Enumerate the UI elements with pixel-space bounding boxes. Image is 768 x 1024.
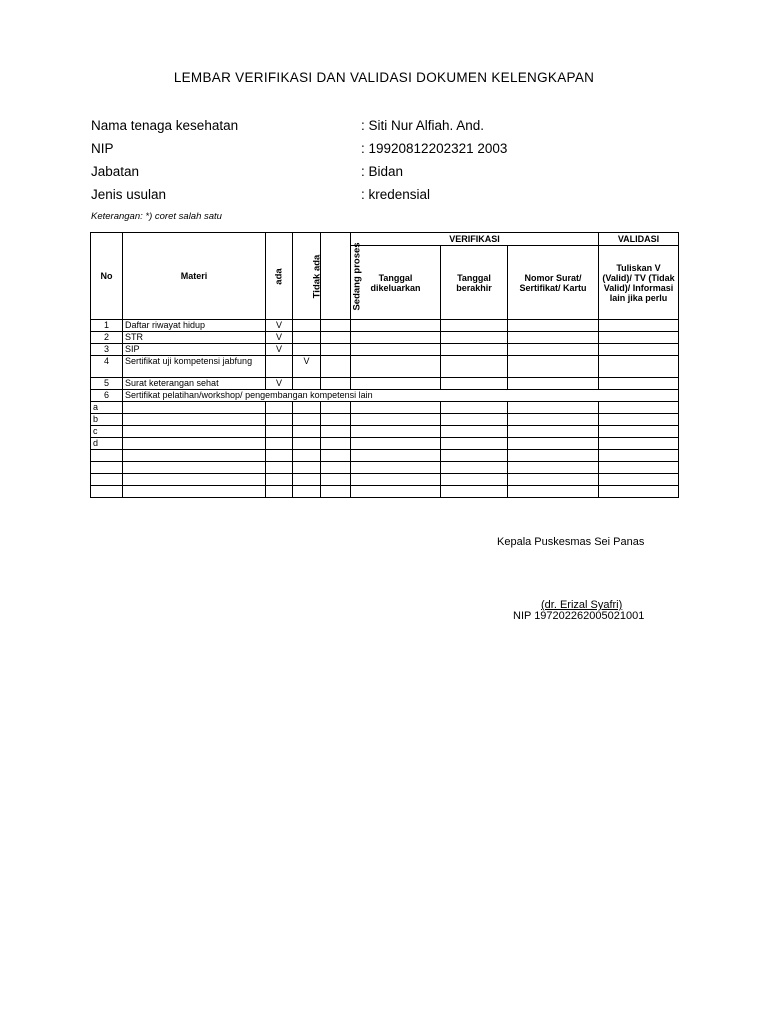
header-validasi-desc: Tuliskan V (Valid)/ TV (Tidak Valid)/ Informasi lain jika perlu bbox=[599, 246, 679, 320]
cell-no: 2 bbox=[91, 332, 123, 344]
cell-materi bbox=[123, 450, 266, 462]
header-ada-label: ada bbox=[273, 267, 285, 285]
cell-materi: SIP bbox=[123, 344, 266, 356]
header-nomor-surat: Nomor Surat/ Sertifikat/ Kartu bbox=[508, 246, 599, 320]
cell-tanggal-dikeluarkan bbox=[351, 332, 441, 344]
signature-title: Kepala Puskesmas Sei Panas bbox=[497, 536, 645, 548]
cell-sedang-proses bbox=[321, 438, 351, 450]
cell-materi bbox=[123, 426, 266, 438]
cell-no bbox=[91, 486, 123, 498]
cell-tanggal-dikeluarkan bbox=[351, 486, 441, 498]
table-row bbox=[91, 450, 679, 462]
cell-validasi bbox=[599, 450, 679, 462]
table-row bbox=[91, 462, 679, 474]
cell-tanggal-berakhir bbox=[441, 356, 508, 378]
cell-tidak-ada bbox=[293, 402, 321, 414]
cell-tanggal-dikeluarkan bbox=[351, 426, 441, 438]
cell-tanggal-dikeluarkan bbox=[351, 474, 441, 486]
cell-validasi bbox=[599, 426, 679, 438]
header-tanggal-dikeluarkan: Tanggal dikeluarkan bbox=[351, 246, 441, 320]
cell-tidak-ada bbox=[293, 426, 321, 438]
cell-tanggal-dikeluarkan bbox=[351, 356, 441, 378]
cell-materi bbox=[123, 486, 266, 498]
table-row bbox=[91, 332, 679, 344]
header-tidak-ada bbox=[293, 233, 321, 320]
cell-validasi bbox=[599, 402, 679, 414]
cell-tidak-ada bbox=[293, 462, 321, 474]
info-label: Nama tenaga kesehatan bbox=[91, 118, 239, 133]
cell-no: c bbox=[91, 426, 123, 438]
cell-validasi bbox=[599, 474, 679, 486]
cell-ada: V bbox=[266, 332, 293, 344]
cell-ada: V bbox=[266, 344, 293, 356]
cell-sedang-proses bbox=[321, 332, 351, 344]
cell-ada bbox=[266, 356, 293, 378]
table-row bbox=[91, 438, 679, 450]
table-row bbox=[91, 356, 679, 378]
cell-tidak-ada bbox=[293, 320, 321, 332]
cell-tidak-ada bbox=[293, 474, 321, 486]
cell-sedang-proses bbox=[321, 356, 351, 378]
cell-validasi bbox=[599, 356, 679, 378]
cell-validasi bbox=[599, 344, 679, 356]
cell-tanggal-berakhir bbox=[441, 344, 508, 356]
cell-nomor-surat bbox=[508, 320, 599, 332]
cell-nomor-surat bbox=[508, 414, 599, 426]
cell-tanggal-dikeluarkan bbox=[351, 438, 441, 450]
table-row bbox=[91, 402, 679, 414]
info-label: NIP bbox=[91, 141, 114, 156]
table-row bbox=[91, 378, 679, 390]
cell-validasi bbox=[599, 320, 679, 332]
cell-materi: STR bbox=[123, 332, 266, 344]
header-tanggal-berakhir: Tanggal berakhir bbox=[441, 246, 508, 320]
cell-no: 6 bbox=[91, 390, 123, 402]
info-value: : kredensial bbox=[361, 187, 431, 202]
table-row bbox=[91, 390, 679, 402]
cell-tidak-ada bbox=[293, 438, 321, 450]
cell-validasi bbox=[599, 438, 679, 450]
cell-tanggal-berakhir bbox=[441, 438, 508, 450]
cell-no bbox=[91, 474, 123, 486]
cell-nomor-surat bbox=[508, 450, 599, 462]
cell-validasi bbox=[599, 486, 679, 498]
cell-nomor-surat bbox=[508, 378, 599, 390]
cell-ada bbox=[266, 426, 293, 438]
cell-validasi bbox=[599, 332, 679, 344]
cell-nomor-surat bbox=[508, 462, 599, 474]
cell-validasi bbox=[599, 462, 679, 474]
cell-sedang-proses bbox=[321, 486, 351, 498]
cell-tanggal-berakhir bbox=[441, 486, 508, 498]
cell-ada bbox=[266, 438, 293, 450]
cell-tanggal-dikeluarkan bbox=[351, 414, 441, 426]
cell-tanggal-berakhir bbox=[441, 402, 508, 414]
header-ada bbox=[266, 233, 293, 320]
cell-validasi bbox=[599, 414, 679, 426]
cell-tanggal-dikeluarkan bbox=[351, 378, 441, 390]
header-sedang-proses bbox=[321, 233, 363, 320]
cell-tanggal-berakhir bbox=[441, 426, 508, 438]
cell-ada bbox=[266, 450, 293, 462]
cell-no: a bbox=[91, 402, 123, 414]
cell-sedang-proses bbox=[321, 474, 351, 486]
cell-ada bbox=[266, 402, 293, 414]
signature-name: (dr. Erizal Syafri) bbox=[541, 599, 623, 611]
cell-tanggal-dikeluarkan bbox=[351, 402, 441, 414]
info-value: : Siti Nur Alfiah. And. bbox=[361, 118, 485, 133]
cell-tidak-ada bbox=[293, 450, 321, 462]
cell-nomor-surat bbox=[508, 426, 599, 438]
cell-nomor-surat bbox=[508, 474, 599, 486]
cell-tanggal-berakhir bbox=[441, 450, 508, 462]
note-text: Keterangan: *) coret salah satu bbox=[91, 211, 222, 222]
cell-tanggal-dikeluarkan bbox=[351, 462, 441, 474]
cell-sedang-proses bbox=[321, 378, 351, 390]
cell-ada bbox=[266, 414, 293, 426]
table-row bbox=[91, 414, 679, 426]
cell-sedang-proses bbox=[321, 462, 351, 474]
table-row bbox=[91, 320, 679, 332]
cell-materi bbox=[123, 402, 266, 414]
cell-tidak-ada bbox=[293, 344, 321, 356]
cell-sedang-proses bbox=[321, 320, 351, 332]
cell-tanggal-dikeluarkan bbox=[351, 320, 441, 332]
cell-nomor-surat bbox=[508, 486, 599, 498]
cell-nomor-surat bbox=[508, 332, 599, 344]
cell-validasi bbox=[599, 378, 679, 390]
cell-no: 5 bbox=[91, 378, 123, 390]
cell-ada bbox=[266, 486, 293, 498]
cell-tanggal-berakhir bbox=[441, 320, 508, 332]
cell-nomor-surat bbox=[508, 356, 599, 378]
cell-ada bbox=[266, 474, 293, 486]
cell-tanggal-berakhir bbox=[441, 332, 508, 344]
table-row bbox=[91, 344, 679, 356]
cell-tidak-ada: V bbox=[293, 356, 321, 378]
table-row bbox=[91, 474, 679, 486]
cell-no: 3 bbox=[91, 344, 123, 356]
cell-materi: Daftar riwayat hidup bbox=[123, 320, 266, 332]
cell-no: b bbox=[91, 414, 123, 426]
cell-nomor-surat bbox=[508, 344, 599, 356]
signature-nip: NIP 197202262005021001 bbox=[513, 610, 645, 622]
cell-sedang-proses bbox=[321, 426, 351, 438]
cell-materi: Sertifikat pelatihan/workshop/ pengembangan kompetensi lain bbox=[123, 390, 679, 402]
cell-no: d bbox=[91, 438, 123, 450]
cell-no bbox=[91, 462, 123, 474]
info-value: : Bidan bbox=[361, 164, 404, 179]
cell-materi: Sertifikat uji kompetensi jabfung bbox=[123, 356, 266, 378]
info-label: Jabatan bbox=[91, 164, 140, 179]
cell-no: 1 bbox=[91, 320, 123, 332]
header-no: No bbox=[91, 233, 123, 320]
cell-tanggal-berakhir bbox=[441, 462, 508, 474]
header-verifikasi: VERIFIKASI bbox=[351, 233, 599, 246]
cell-materi bbox=[123, 474, 266, 486]
cell-materi: Surat keterangan sehat bbox=[123, 378, 266, 390]
cell-ada bbox=[266, 462, 293, 474]
table-row bbox=[91, 486, 679, 498]
cell-sedang-proses bbox=[321, 450, 351, 462]
header-tidak-ada-label: Tidak ada bbox=[311, 254, 323, 298]
cell-nomor-surat bbox=[508, 438, 599, 450]
cell-tidak-ada bbox=[293, 414, 321, 426]
cell-sedang-proses bbox=[321, 344, 351, 356]
cell-tanggal-dikeluarkan bbox=[351, 344, 441, 356]
cell-materi bbox=[123, 414, 266, 426]
table-row bbox=[91, 426, 679, 438]
cell-no bbox=[91, 450, 123, 462]
cell-no: 4 bbox=[91, 356, 123, 378]
document-title: LEMBAR VERIFIKASI DAN VALIDASI DOKUMEN KELENGKAPAN bbox=[173, 70, 595, 85]
info-label: Jenis usulan bbox=[91, 187, 167, 202]
cell-sedang-proses bbox=[321, 402, 351, 414]
verification-table bbox=[90, 232, 679, 498]
cell-ada: V bbox=[266, 378, 293, 390]
cell-sedang-proses bbox=[321, 414, 351, 426]
header-materi: Materi bbox=[123, 233, 266, 320]
cell-tidak-ada bbox=[293, 486, 321, 498]
cell-tanggal-dikeluarkan bbox=[351, 450, 441, 462]
header-sedang-proses-label: Sedang proses bbox=[351, 241, 363, 311]
cell-nomor-surat bbox=[508, 402, 599, 414]
cell-tanggal-berakhir bbox=[441, 414, 508, 426]
cell-materi bbox=[123, 462, 266, 474]
cell-tidak-ada bbox=[293, 332, 321, 344]
cell-tanggal-berakhir bbox=[441, 474, 508, 486]
cell-tidak-ada bbox=[293, 378, 321, 390]
header-validasi: VALIDASI bbox=[599, 233, 679, 246]
cell-materi bbox=[123, 438, 266, 450]
info-value: : 19920812202321 2003 bbox=[361, 141, 508, 156]
cell-ada: V bbox=[266, 320, 293, 332]
cell-tanggal-berakhir bbox=[441, 378, 508, 390]
